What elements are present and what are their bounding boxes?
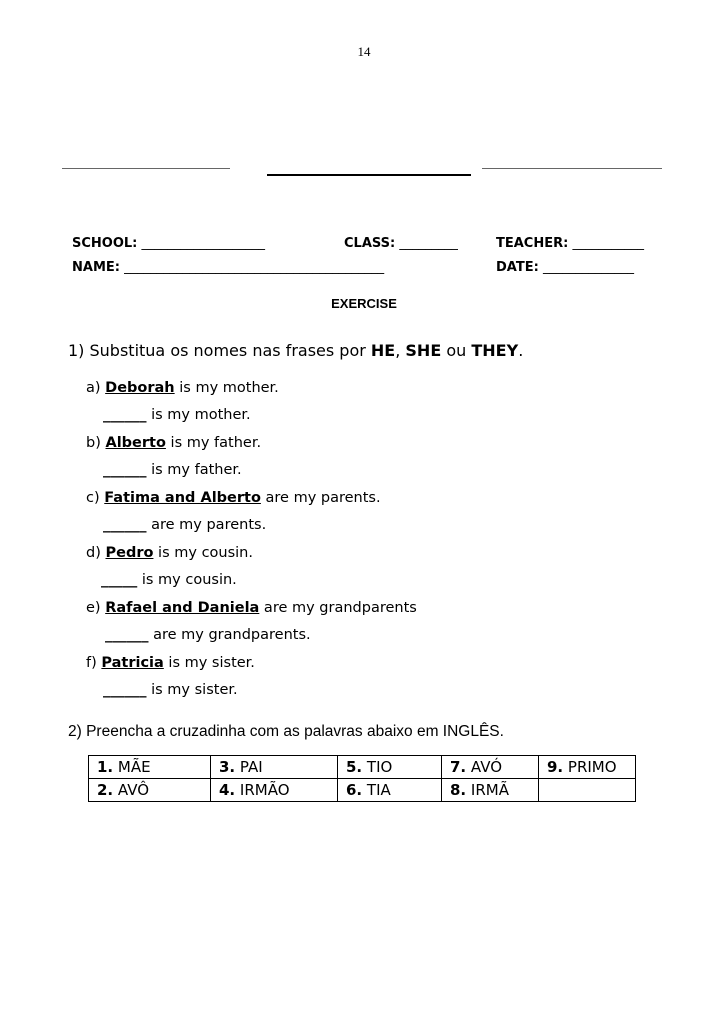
answer-rest: is my mother. bbox=[146, 407, 251, 423]
question-item-e bbox=[86, 600, 417, 616]
date-group bbox=[496, 260, 634, 275]
question-item-a bbox=[86, 380, 279, 396]
word-cell bbox=[211, 779, 338, 802]
answer-line-c bbox=[103, 517, 266, 533]
word-number: 1. bbox=[97, 758, 114, 776]
page-number: 14 bbox=[357, 44, 371, 59]
question-item-c bbox=[86, 490, 381, 506]
teacher-group bbox=[496, 236, 644, 251]
item-letter: a) bbox=[86, 380, 101, 396]
q1-she: SHE bbox=[405, 341, 442, 360]
word-number: 4. bbox=[219, 781, 236, 799]
item-letter: d) bbox=[86, 545, 101, 561]
signature-line-center bbox=[267, 174, 471, 176]
header-row-2 bbox=[72, 260, 384, 275]
answer-line-d bbox=[101, 572, 237, 588]
q1-he: HE bbox=[370, 341, 396, 360]
answer-blank[interactable]: ______ bbox=[103, 462, 147, 478]
q1-prefix: 1) Substitua os nomes nas frases por bbox=[68, 341, 371, 360]
answer-blank[interactable]: ______ bbox=[105, 627, 149, 643]
item-subject: Alberto bbox=[105, 435, 166, 451]
question-2-instruction: 2) Preencha a cruzadinha com as palavras abaixo em INGLÊS. bbox=[68, 723, 504, 740]
word-table bbox=[88, 755, 636, 802]
class-field[interactable]: _________ bbox=[399, 236, 458, 251]
word-number: 2. bbox=[97, 781, 114, 799]
word-table-row bbox=[89, 779, 636, 802]
word-number: 5. bbox=[346, 758, 363, 776]
item-rest: are my grandparents bbox=[259, 600, 417, 616]
name-label: NAME: bbox=[72, 260, 120, 275]
word-text: TIA bbox=[362, 781, 391, 799]
answer-rest: is my father. bbox=[146, 462, 242, 478]
class-label: CLASS: bbox=[344, 236, 396, 251]
item-subject: Patricia bbox=[101, 655, 164, 671]
class-group bbox=[344, 236, 458, 251]
answer-line-e bbox=[105, 627, 311, 643]
q1-they: THEY bbox=[471, 341, 519, 360]
word-cell bbox=[442, 756, 539, 779]
word-text: AVÓ bbox=[466, 758, 503, 776]
word-number: 6. bbox=[346, 781, 363, 799]
word-text: IRMÃO bbox=[235, 781, 290, 799]
word-cell bbox=[338, 756, 442, 779]
word-table-row bbox=[89, 756, 636, 779]
teacher-label: TEACHER: bbox=[496, 236, 569, 251]
word-cell-empty bbox=[539, 779, 636, 802]
answer-line-b bbox=[103, 462, 242, 478]
word-cell bbox=[211, 756, 338, 779]
q1-ou: ou bbox=[441, 341, 472, 360]
item-letter: c) bbox=[86, 490, 100, 506]
date-field[interactable]: ______________ bbox=[542, 260, 634, 275]
word-number: 9. bbox=[547, 758, 564, 776]
answer-rest: are my grandparents. bbox=[148, 627, 311, 643]
answer-line-a bbox=[103, 407, 251, 423]
word-text: TIO bbox=[362, 758, 393, 776]
word-number: 3. bbox=[219, 758, 236, 776]
signature-line-right bbox=[482, 168, 662, 169]
word-text: AVÔ bbox=[113, 781, 150, 799]
q1-comma: , bbox=[395, 341, 406, 360]
word-number: 8. bbox=[450, 781, 467, 799]
signature-line-left bbox=[62, 168, 230, 169]
word-text: MÃE bbox=[113, 758, 151, 776]
item-subject: Deborah bbox=[105, 380, 175, 396]
answer-rest: is my sister. bbox=[146, 682, 238, 698]
item-rest: is my sister. bbox=[163, 655, 255, 671]
question-1-instruction bbox=[68, 341, 523, 360]
item-rest: is my mother. bbox=[174, 380, 279, 396]
answer-blank[interactable]: ______ bbox=[103, 517, 147, 533]
q1-end: . bbox=[518, 341, 524, 360]
word-text: IRMÃ bbox=[466, 781, 509, 799]
answer-blank[interactable]: ______ bbox=[103, 407, 147, 423]
answer-line-f bbox=[103, 682, 238, 698]
item-rest: are my parents. bbox=[260, 490, 381, 506]
item-letter: e) bbox=[86, 600, 101, 616]
question-item-d bbox=[86, 545, 253, 561]
school-field[interactable]: ___________________ bbox=[141, 236, 266, 251]
item-subject: Fatima and Alberto bbox=[104, 490, 261, 506]
school-label: SCHOOL: bbox=[72, 236, 138, 251]
exercise-title: EXERCISE bbox=[331, 296, 397, 311]
word-text: PAI bbox=[235, 758, 263, 776]
date-label: DATE: bbox=[496, 260, 539, 275]
item-rest: is my father. bbox=[165, 435, 262, 451]
item-subject: Rafael and Daniela bbox=[105, 600, 260, 616]
item-rest: is my cousin. bbox=[153, 545, 253, 561]
question-item-b bbox=[86, 435, 261, 451]
header-row-1 bbox=[72, 236, 265, 251]
item-letter: b) bbox=[86, 435, 101, 451]
answer-rest: is my cousin. bbox=[137, 572, 237, 588]
answer-blank[interactable]: _____ bbox=[101, 572, 138, 588]
answer-rest: are my parents. bbox=[146, 517, 267, 533]
word-cell bbox=[442, 779, 539, 802]
word-text: PRIMO bbox=[563, 758, 617, 776]
question-item-f bbox=[86, 655, 255, 671]
word-cell bbox=[89, 779, 211, 802]
name-field[interactable]: ________________________________________ bbox=[124, 260, 385, 275]
word-number: 7. bbox=[450, 758, 467, 776]
word-cell bbox=[338, 779, 442, 802]
item-letter: f) bbox=[86, 655, 97, 671]
item-subject: Pedro bbox=[105, 545, 154, 561]
word-cell bbox=[89, 756, 211, 779]
teacher-field[interactable]: ___________ bbox=[572, 236, 644, 251]
word-cell bbox=[539, 756, 636, 779]
answer-blank[interactable]: ______ bbox=[103, 682, 147, 698]
